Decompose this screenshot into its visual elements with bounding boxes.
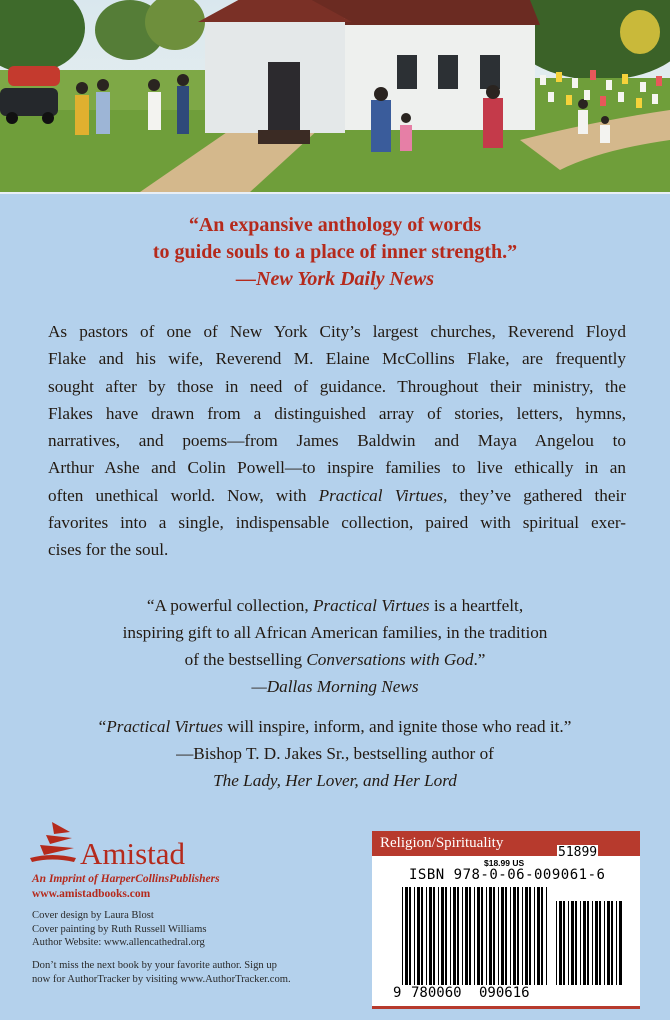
imprint-line	[32, 872, 220, 887]
barcode-bar	[453, 887, 456, 985]
barcode-bar	[571, 901, 574, 985]
review-line	[0, 767, 670, 794]
barcode-bar	[501, 887, 504, 985]
barcode-bar	[426, 887, 427, 985]
barcode-bar	[513, 887, 516, 985]
barcode-bar	[450, 887, 451, 985]
book-title-italic: Practical Virtues	[312, 596, 430, 615]
review-attribution-text: —Dallas Morning News	[251, 677, 419, 696]
barcode-box	[372, 831, 640, 1009]
barcode-bar	[462, 887, 463, 985]
cover-credits	[32, 909, 206, 950]
credit-line: Author Website: www.allencathedral.org	[32, 937, 205, 948]
barcode-bar	[541, 887, 543, 985]
barcode-bar	[607, 901, 610, 985]
description-line: As pastors of one of New York City’s largest churches, Reverend Floyd	[48, 322, 626, 341]
barcode-bar	[575, 901, 577, 985]
barcode-bar	[592, 901, 593, 985]
barcode-bar	[559, 901, 562, 985]
barcode-bar	[498, 887, 499, 985]
barcode-bar	[405, 887, 408, 985]
description-line: favorites into a single, indispensable collection, paired with spiritual exer-	[48, 513, 626, 533]
cover-painting	[0, 0, 670, 194]
description-text: they’ve gathered their	[447, 485, 627, 505]
barcode-bar	[568, 901, 569, 985]
barcode-bar	[529, 887, 531, 985]
barcode-bar	[433, 887, 435, 985]
barcode-bar	[465, 887, 468, 985]
book-title-italic: Practical Virtues	[106, 717, 223, 736]
description-line: Flake and his wife, Reverend M. Elaine McCollins Flake, are frequently	[48, 349, 626, 369]
barcode-bar	[417, 887, 420, 985]
credit-line: Cover painting by Ruth Russell Williams	[32, 923, 207, 935]
featured-quote-attribution: —New York Daily News	[236, 268, 434, 290]
barcode-addon-digits: 51899	[558, 845, 598, 860]
authortracker-note	[32, 959, 291, 986]
review-quote-dallas	[0, 592, 670, 700]
barcode-bar	[595, 901, 598, 985]
barcode-bar	[546, 887, 547, 985]
book-title-italic: Practical Virtues,	[318, 485, 448, 505]
barcode-bar	[517, 887, 519, 985]
barcode-bar	[477, 887, 480, 985]
review-text: “A powerful collection,	[146, 596, 313, 615]
review-line	[0, 713, 670, 740]
review-attribution: —Bishop T. D. Jakes Sr., bestselling author of	[176, 744, 494, 763]
tracker-line: Don’t miss the next book by your favorite author. Sign up	[32, 960, 277, 971]
category-label: Religion/Spirituality	[372, 831, 640, 856]
barcode-bar	[534, 887, 535, 985]
barcode-bar	[441, 887, 444, 985]
barcode-bar	[481, 887, 483, 985]
tracker-line: now for AuthorTracker by visiting www.AuthorTracker.com.	[32, 973, 291, 985]
publisher-website: www.amistadbooks.com	[32, 888, 151, 900]
book-title-italic: Conversations with God	[306, 650, 474, 669]
barcode-bar	[438, 887, 439, 985]
barcode-bar	[619, 901, 622, 985]
review-text: will inspire, inform, and ignite those who read it.”	[222, 717, 572, 736]
description-line: cises for the soul.	[48, 540, 169, 560]
barcode-bar	[556, 901, 557, 985]
book-description	[48, 318, 626, 564]
barcode-bar	[421, 887, 423, 985]
barcode-bar	[445, 887, 447, 985]
barcode-bar	[493, 887, 495, 985]
imprint-text: An Imprint of	[32, 873, 101, 885]
review-text: “	[98, 717, 107, 736]
description-line	[48, 482, 626, 509]
barcode-bar	[457, 887, 459, 985]
imprint-publisher: HarperCollinsPublishers	[100, 873, 220, 885]
description-line: sought after by those in need of guidance. Throughout their ministry, the	[48, 376, 626, 396]
review-line	[0, 592, 670, 619]
barcode-bar	[474, 887, 475, 985]
featured-quote-line: to guide souls to a place of inner strength.”	[152, 241, 518, 263]
description-text: often unethical world. Now, with	[48, 485, 319, 505]
barcode-bar	[611, 901, 613, 985]
review-quote-jakes	[0, 713, 670, 794]
barcode-bar	[522, 887, 523, 985]
review-text: is a heartfelt,	[429, 596, 524, 615]
barcode-bar	[402, 887, 403, 985]
barcode-bar	[414, 887, 415, 985]
review-attribution	[0, 673, 670, 700]
barcode-bar	[469, 887, 471, 985]
barcode-bar	[583, 901, 586, 985]
credit-line: Cover design by Laura Blost	[32, 910, 154, 921]
book-title-italic: The Lady, Her Lover, and Her Lord	[213, 771, 457, 790]
barcode-bar	[599, 901, 601, 985]
barcode-bar	[510, 887, 511, 985]
isbn-text: ISBN 978-0-06-009061-6	[409, 867, 606, 883]
publisher-imprint	[32, 872, 220, 902]
barcode-group-1: 780060	[411, 985, 462, 1001]
description-line: Arthur Ashe and Colin Powell—to inspire families to live ethically in an	[48, 458, 626, 478]
barcode-bar	[563, 901, 565, 985]
review-line: inspiring gift to all African American families, in the tradition	[122, 623, 548, 642]
church-painting	[0, 0, 670, 192]
description-line: narratives, and poems—from James Baldwin and Maya Angelou to	[48, 431, 626, 451]
barcode-bar	[587, 901, 589, 985]
review-line	[0, 646, 670, 673]
barcode-bars	[372, 885, 640, 989]
price-label: $18.99 US	[484, 858, 525, 868]
barcode-bar	[505, 887, 507, 985]
publisher-name: Amistad	[80, 836, 186, 871]
barcode-bar	[580, 901, 581, 985]
barcode-bar	[429, 887, 432, 985]
barcode-group-2: 090616	[479, 985, 530, 1001]
description-line: Flakes have drawn from a distinguished array of stories, letters, hymns,	[48, 403, 626, 423]
featured-quote	[0, 212, 670, 293]
barcode-bar	[409, 887, 411, 985]
barcode-bottom-band	[372, 1006, 640, 1009]
barcode-bar	[525, 887, 528, 985]
barcode-bar	[537, 887, 540, 985]
review-text: of the bestselling	[184, 650, 307, 669]
review-text: .”	[473, 650, 486, 669]
featured-quote-line: “An expansive anthology of words	[188, 214, 482, 236]
amistad-sail-logo-icon	[30, 822, 76, 866]
barcode-bar	[486, 887, 487, 985]
barcode-lead-digit: 9	[393, 985, 402, 1001]
barcode-bar	[489, 887, 492, 985]
barcode-bar	[604, 901, 605, 985]
barcode-bar	[616, 901, 617, 985]
